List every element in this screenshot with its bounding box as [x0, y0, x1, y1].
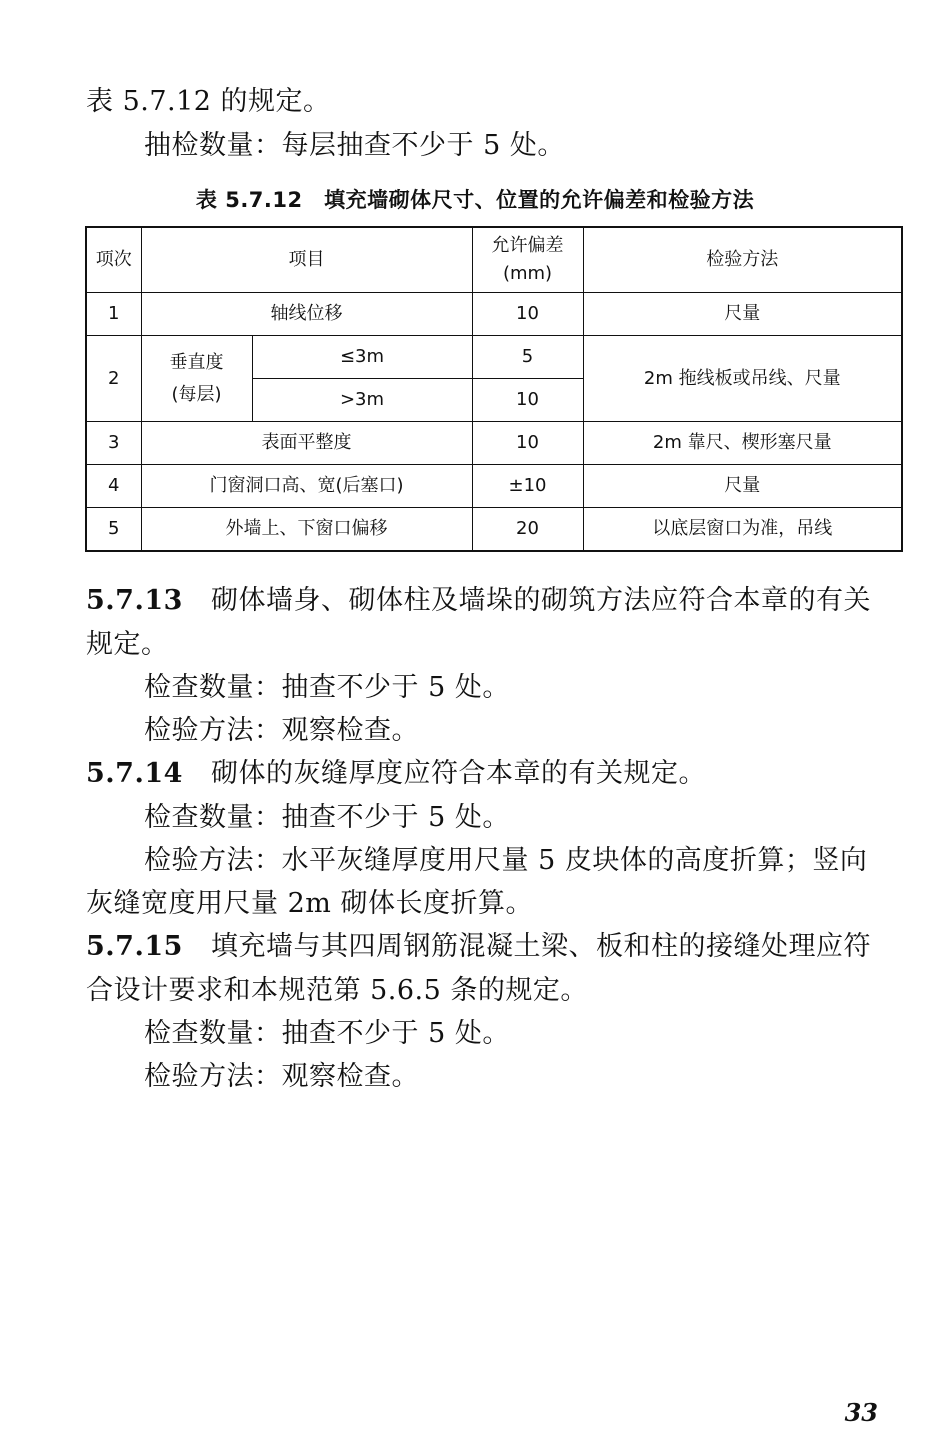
clause-5-7-14-method-line2: 灰缝宽度用尺量 2m 砌体长度折算。 — [86, 888, 533, 919]
table-row — [86, 422, 902, 465]
clause-5-7-13-line1 — [86, 583, 871, 619]
clause-text: 砌体的灰缝厚度应符合本章的有关规定。 — [210, 758, 706, 789]
row-item: 轴线位移 — [141, 293, 472, 336]
clause-5-7-14-method-line1: 检验方法：水平灰缝厚度用尺量 5 皮块体的高度折算；竖向 — [144, 845, 868, 876]
row-method: 以底层窗口为准，吊线 — [583, 508, 902, 552]
row-tolerance: 5 — [472, 336, 583, 379]
clause-number: 5.7.14 — [86, 758, 183, 789]
clause-5-7-15-quantity: 检查数量：抽查不少于 5 处。 — [144, 1018, 510, 1049]
row-method: 尺量 — [583, 465, 902, 508]
row-index: 3 — [86, 422, 141, 465]
row-condition: ≤3m — [252, 336, 472, 379]
row-item-line1: 垂直度 — [169, 351, 224, 373]
row-index: 4 — [86, 465, 141, 508]
intro-line-1: 表 5.7.12 的规定。 — [86, 86, 331, 117]
clause-5-7-14-quantity: 检查数量：抽查不少于 5 处。 — [144, 802, 510, 833]
row-condition: >3m — [252, 379, 472, 422]
clause-5-7-13-method: 检验方法：观察检查。 — [144, 715, 419, 746]
clause-text: 填充墙与其四周钢筋混凝土梁、板和柱的接缝处理应符 — [210, 931, 871, 962]
row-tolerance: 10 — [472, 293, 583, 336]
row-tolerance: 10 — [472, 422, 583, 465]
clause-5-7-15-line1 — [86, 929, 871, 965]
header-tolerance-unit: (mm) — [502, 263, 553, 284]
header-item: 项目 — [141, 227, 472, 293]
table-row — [86, 336, 902, 379]
header-index: 项次 — [86, 227, 141, 293]
header-tolerance — [472, 227, 583, 293]
intro-sampling-line: 抽检数量：每层抽查不少于 5 处。 — [144, 130, 565, 161]
header-tolerance-line1: 允许偏差 — [491, 235, 564, 256]
row-tolerance: ±10 — [472, 465, 583, 508]
row-index: 2 — [86, 336, 141, 422]
clause-5-7-13-quantity: 检查数量：抽查不少于 5 处。 — [144, 672, 510, 703]
clause-number: 5.7.15 — [86, 931, 183, 962]
table-row — [86, 465, 902, 508]
clause-5-7-14-line1 — [86, 756, 706, 792]
row-item: 门窗洞口高、宽(后塞口) — [141, 465, 472, 508]
row-index: 1 — [86, 293, 141, 336]
header-method: 检验方法 — [583, 227, 902, 293]
row-item — [141, 336, 252, 422]
tolerance-table — [85, 226, 903, 552]
clause-text: 砌体墙身、砌体柱及墙垛的砌筑方法应符合本章的有关 — [210, 585, 871, 616]
row-tolerance: 10 — [472, 379, 583, 422]
clause-5-7-15-line2: 合设计要求和本规范第 5.6.5 条的规定。 — [86, 975, 588, 1006]
table-row — [86, 293, 902, 336]
clause-number: 5.7.13 — [86, 585, 183, 616]
page-number: 33 — [844, 1398, 878, 1427]
clause-5-7-13-line2: 规定。 — [86, 629, 169, 660]
table-header-row — [86, 227, 902, 293]
table-row — [86, 508, 902, 552]
row-method: 2m 靠尺、楔形塞尺量 — [583, 422, 902, 465]
row-tolerance: 20 — [472, 508, 583, 552]
row-item-line2: (每层) — [171, 383, 222, 405]
row-item: 表面平整度 — [141, 422, 472, 465]
row-method: 2m 拖线板或吊线、尺量 — [583, 336, 902, 422]
clause-5-7-15-method: 检验方法：观察检查。 — [144, 1061, 419, 1092]
table-title: 表 5.7.12 填充墙砌体尺寸、位置的允许偏差和检验方法 — [195, 188, 755, 212]
row-item: 外墙上、下窗口偏移 — [141, 508, 472, 552]
row-method: 尺量 — [583, 293, 902, 336]
row-index: 5 — [86, 508, 141, 552]
